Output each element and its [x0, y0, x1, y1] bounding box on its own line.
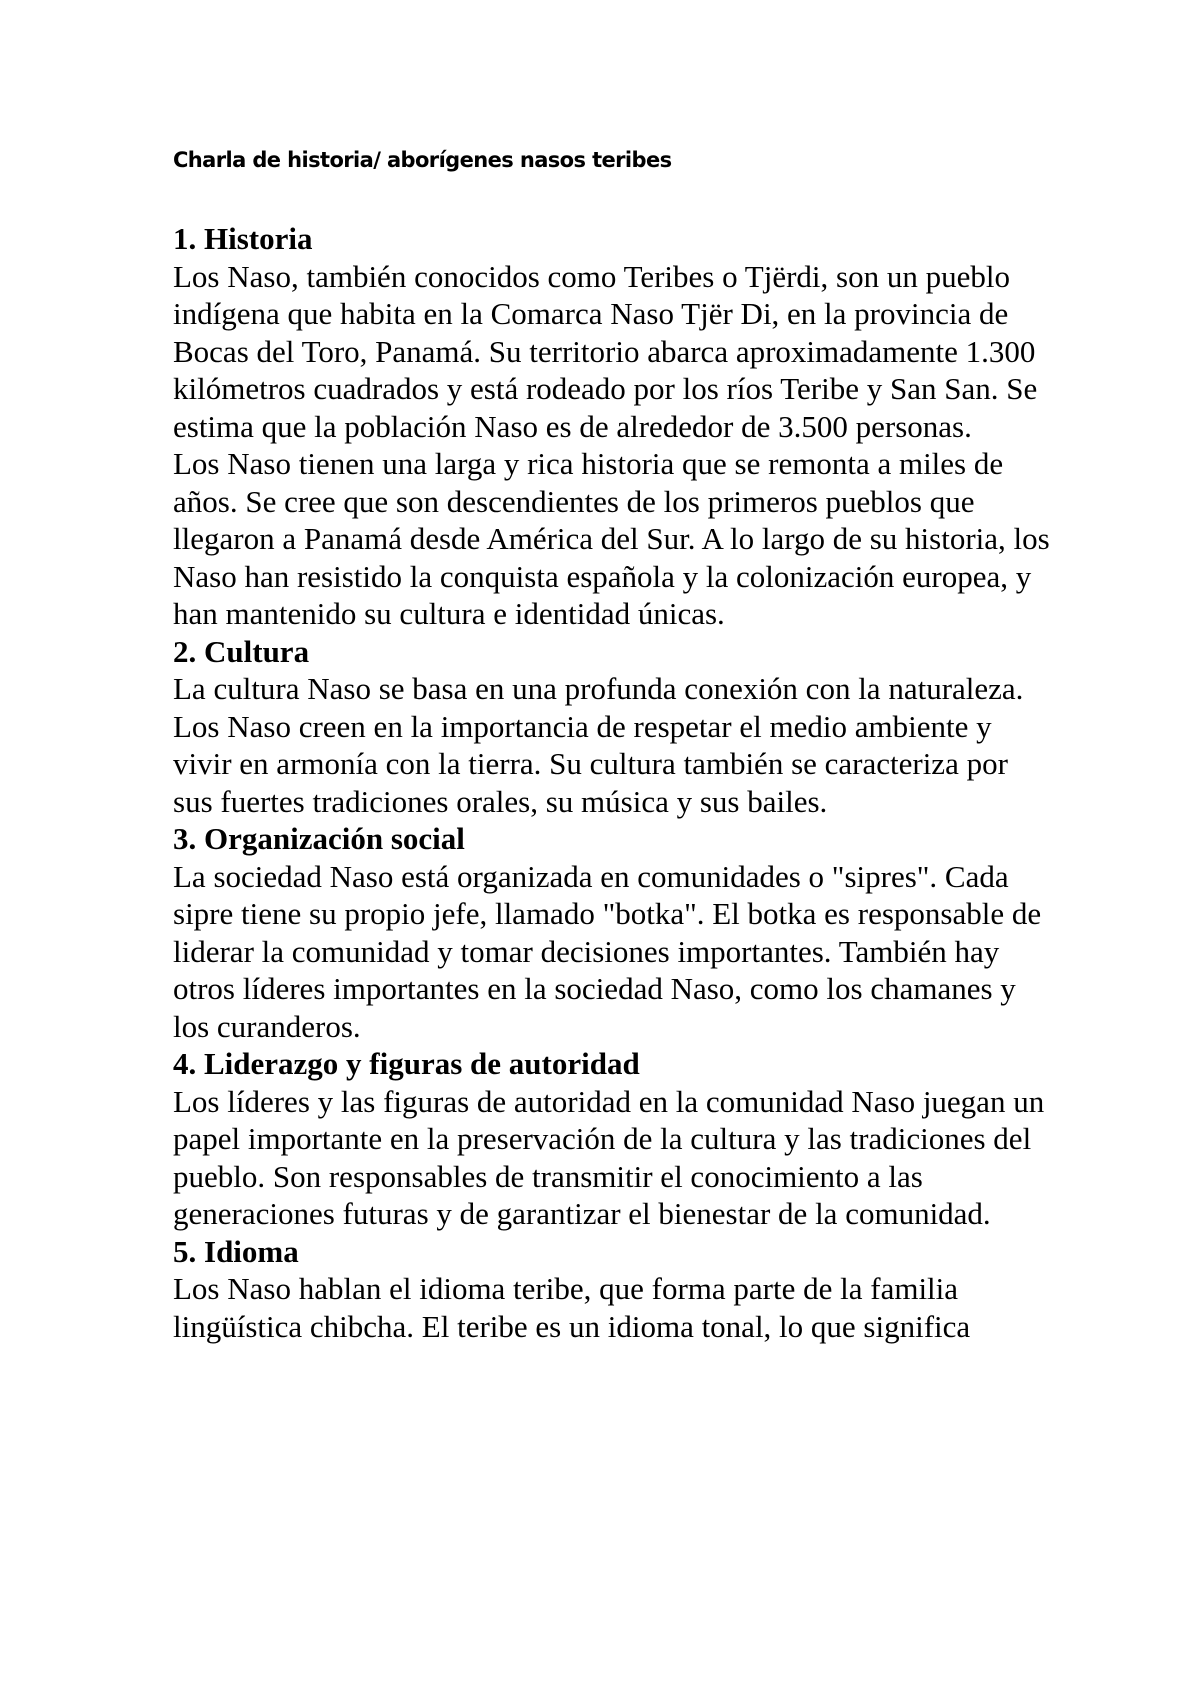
paragraph: La cultura Naso se basa en una profunda conexión con la naturaleza. Los Naso creen en la importancia de respetar el medio ambiente y vivir en armonía con la tierra. Su cultura también se caracteriza por sus fuertes tradiciones orales, su música y sus bailes.	[173, 671, 1024, 819]
section-historia	[173, 220, 1053, 633]
document-title: Charla de historia/ aborígenes nasos teribes	[173, 148, 672, 172]
paragraph: La sociedad Naso está organizada en comunidades o "sipres". Cada sipre tiene su propio jefe, llamado "botka". El botka es responsable de liderar la comunidad y tomar decisiones importantes. También hay otros líderes importantes en la sociedad Naso, como los chamanes y los curanderos.	[173, 858, 1042, 1044]
section-heading: 4. Liderazgo y figuras de autoridad	[173, 1046, 640, 1081]
section-cultura	[173, 633, 1053, 821]
section-liderazgo	[173, 1045, 1053, 1233]
paragraph: Los Naso tienen una larga y rica historia que se remonta a miles de años. Se cree que son descendientes de los primeros pueblos que llegaron a Panamá desde América del Sur. A lo largo de su historia, los Naso han resistido la conquista española y la colonización europea, y han mantenido su cultura e identidad únicas.	[173, 446, 1050, 631]
section-heading: 3. Organización social	[173, 821, 465, 856]
paragraph: Los Naso, también conocidos como Teribes o Tjërdi, son un pueblo indígena que habita en la Comarca Naso Tjër Di, en la provincia de Bocas del Toro, Panamá. Su territorio abarca aproximadamente 1.300 kilómetros cuadrados y está rodeado por los ríos Teribe y San San. Se estima que la población Naso es de alrededor de 3.500 personas.	[173, 258, 1038, 444]
paragraph: Los líderes y las figuras de autoridad en la comunidad Naso juegan un papel importante en la preservación de la cultura y las tradiciones del pueblo. Son responsables de transmitir el conocimiento a las generaciones futuras y de garantizar el bienestar de la comunidad.	[173, 1083, 1045, 1231]
section-heading: 1. Historia	[173, 221, 313, 256]
section-idioma	[173, 1233, 1053, 1346]
section-heading: 2. Cultura	[173, 633, 310, 669]
document-body	[173, 220, 1053, 1345]
section-heading: 5. Idioma	[173, 1233, 299, 1269]
paragraph: Los Naso hablan el idioma teribe, que forma parte de la familia lingüística chibcha. El teribe es un idioma tonal, lo que significa	[173, 1271, 971, 1344]
section-organizacion-social	[173, 820, 1053, 1045]
